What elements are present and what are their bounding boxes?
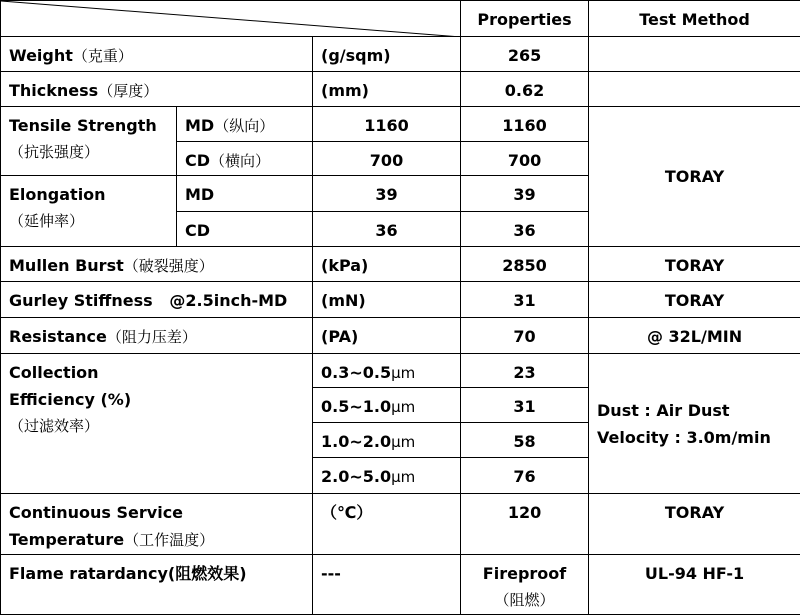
- tensile-cd-dir: CD（横向）: [177, 142, 313, 176]
- collection-range-3: 1.0~2.0μm: [313, 423, 461, 458]
- elongation-md-value: 39: [461, 176, 589, 212]
- gurley-label: Gurley Stiffness @2.5inch-MD: [1, 282, 313, 318]
- flame-unit: ---: [313, 555, 461, 615]
- thickness-method: [589, 72, 800, 107]
- elongation-md-unit-value: 39: [313, 176, 461, 212]
- resistance-method: @ 32L/MIN: [589, 318, 800, 354]
- gurley-method: TORAY: [589, 282, 800, 318]
- collection-value-4: 76: [461, 458, 589, 494]
- elongation-label: Elongation （延伸率）: [1, 176, 177, 247]
- resistance-unit: (PA): [313, 318, 461, 354]
- continuous-value: 120: [461, 494, 589, 555]
- elongation-cd-dir: CD: [177, 212, 313, 247]
- mullen-value: 2850: [461, 247, 589, 282]
- collection-range-4: 2.0~5.0μm: [313, 458, 461, 494]
- collection-row-1: [1, 354, 800, 388]
- weight-value: 265: [461, 37, 589, 72]
- continuous-unit: （℃）: [313, 494, 461, 555]
- tensile-label: Tensile Strength （抗张强度）: [1, 107, 177, 176]
- thickness-row: [1, 72, 800, 107]
- collection-value-1: 23: [461, 354, 589, 388]
- diagonal-header-cell: [1, 1, 461, 37]
- collection-range-1: 0.3~0.5μm: [313, 354, 461, 388]
- thickness-unit: (mm): [313, 72, 461, 107]
- resistance-row: [1, 318, 800, 354]
- collection-method: Dust : Air Dust Velocity : 3.0m/min: [589, 354, 800, 494]
- elongation-cd-unit-value: 36: [313, 212, 461, 247]
- thickness-value: 0.62: [461, 72, 589, 107]
- tensile-md-unit-value: 1160: [313, 107, 461, 142]
- tensile-md-value: 1160: [461, 107, 589, 142]
- tensile-elongation-method: TORAY: [589, 107, 800, 247]
- flame-label: Flame ratardancy(阻燃效果): [1, 555, 313, 615]
- thickness-label: Thickness（厚度）: [1, 72, 313, 107]
- continuous-row: [1, 494, 800, 555]
- tensile-md-dir: MD（纵向）: [177, 107, 313, 142]
- gurley-row: [1, 282, 800, 318]
- collection-label: Collection Efficiency (%) （过滤效率）: [1, 354, 313, 494]
- collection-value-3: 58: [461, 423, 589, 458]
- resistance-value: 70: [461, 318, 589, 354]
- collection-value-2: 31: [461, 388, 589, 423]
- collection-range-2: 0.5~1.0μm: [313, 388, 461, 423]
- weight-method: [589, 37, 800, 72]
- mullen-row: [1, 247, 800, 282]
- weight-row: [1, 37, 800, 72]
- flame-method: UL-94 HF-1: [589, 555, 800, 615]
- properties-header: Properties: [461, 1, 589, 37]
- continuous-label: Continuous Service Temperature（工作温度）: [1, 494, 313, 555]
- elongation-md-dir: MD: [177, 176, 313, 212]
- resistance-label: Resistance（阻力压差）: [1, 318, 313, 354]
- flame-row: [1, 555, 800, 615]
- diagonal-line: [1, 1, 461, 37]
- mullen-label: Mullen Burst（破裂强度）: [1, 247, 313, 282]
- flame-value: Fireproof （阻燃）: [461, 555, 589, 615]
- gurley-value: 31: [461, 282, 589, 318]
- gurley-unit: (mN): [313, 282, 461, 318]
- tensile-md-row: [1, 107, 800, 142]
- weight-label: Weight（克重）: [1, 37, 313, 72]
- weight-unit: (g/sqm): [313, 37, 461, 72]
- header-row: [1, 1, 800, 37]
- tensile-cd-value: 700: [461, 142, 589, 176]
- tensile-cd-unit-value: 700: [313, 142, 461, 176]
- test-method-header: Test Method: [589, 1, 800, 37]
- mullen-unit: (kPa): [313, 247, 461, 282]
- elongation-cd-value: 36: [461, 212, 589, 247]
- continuous-method: TORAY: [589, 494, 800, 555]
- mullen-method: TORAY: [589, 247, 800, 282]
